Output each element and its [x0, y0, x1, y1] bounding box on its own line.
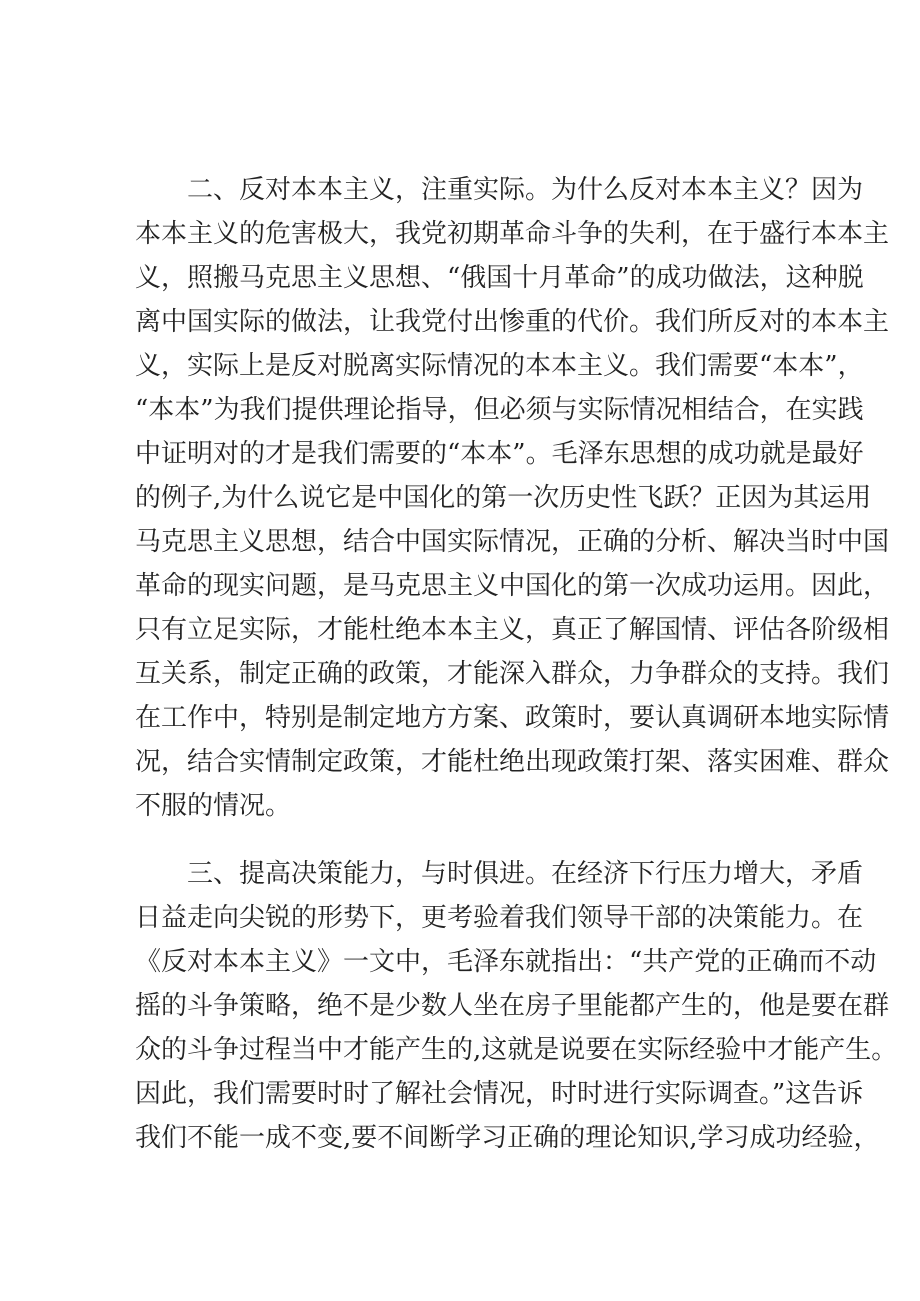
text-line: 众的斗争过程当中才能产生的,这就是说要在实际经验中才能产生。 [135, 1035, 898, 1065]
text-line: 的例子,为什么说它是中国化的第一次历史性飞跃？正因为其运用 [135, 483, 872, 513]
text-line: 日益走向尖锐的形势下，更考验着我们领导干部的决策能力。在 [135, 903, 864, 933]
text-line: 《反对本本主义》一文中，毛泽东就指出：“共产党的正确而不动 [135, 947, 877, 977]
text-line: 马克思主义思想，结合中国实际情况，正确的分析、解决当时中国 [135, 527, 890, 557]
text-line: 二、反对本本主义，注重实际。为什么反对本本主义？因为 [187, 175, 864, 205]
text-line: 离中国实际的做法，让我党付出惨重的代价。我们所反对的本本主 [135, 307, 890, 337]
document-body [135, 168, 898, 1160]
text-line: 只有立足实际，才能杜绝本本主义，真正了解国情、评估各阶级相 [135, 615, 890, 645]
text-line: 三、提高决策能力，与时俱进。在经济下行压力增大，矛盾 [187, 859, 864, 889]
text-line: 互关系，制定正确的政策，才能深入群众，力争群众的支持。我们 [135, 659, 890, 689]
paragraph-oppose-bookism [135, 168, 890, 828]
text-line: 革命的现实问题，是马克思主义中国化的第一次成功运用。因此， [135, 571, 890, 601]
text-line: 中证明对的才是我们需要的“本本”。毛泽东思想的成功就是最好 [135, 439, 864, 469]
text-line: 在工作中，特别是制定地方方案、政策时，要认真调研本地实际情 [135, 703, 890, 733]
text-line: 摇的斗争策略，绝不是少数人坐在房子里能都产生的，他是要在群 [135, 991, 890, 1021]
text-line: 况，结合实情制定政策，才能杜绝出现政策打架、落实困难、群众 [135, 747, 890, 777]
text-line: 义，实际上是反对脱离实际情况的本本主义。我们需要“本本”， [135, 351, 864, 381]
text-line: 不服的情况。 [135, 791, 292, 821]
paragraph-decision-ability [135, 852, 898, 1160]
text-line: “本本”为我们提供理论指导，但必须与实际情况相结合，在实践 [135, 395, 864, 425]
text-line: 因此，我们需要时时了解社会情况，时时进行实际调查。”这告诉 [135, 1079, 864, 1109]
text-line: 义，照搬马克思主义思想、“俄国十月革命”的成功做法，这种脱 [135, 263, 864, 293]
text-line: 我们不能一成不变,要不间断学习正确的理论知识,学习成功经验， [135, 1123, 880, 1153]
text-line: 本本主义的危害极大，我党初期革命斗争的失利，在于盛行本本主 [135, 219, 890, 249]
